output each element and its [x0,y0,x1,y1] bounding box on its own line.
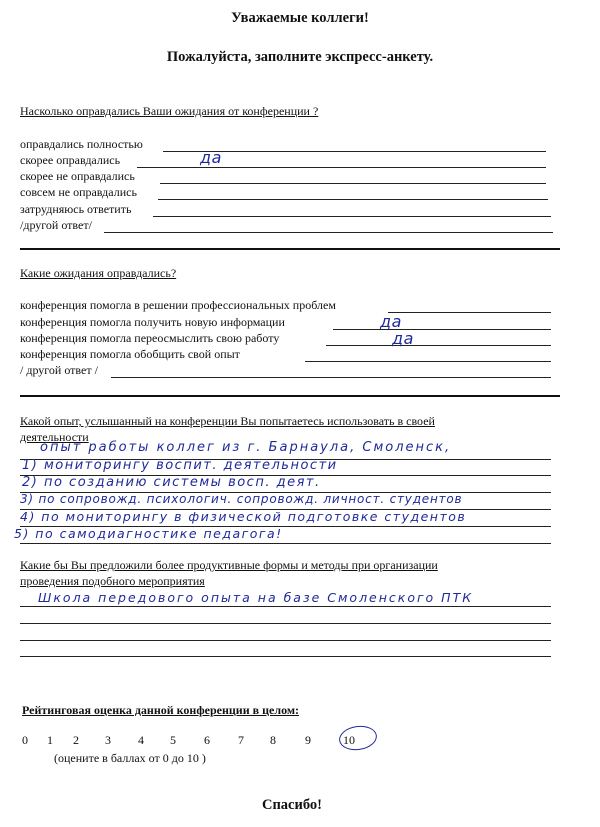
handwritten-answer: 2) по созданию системы восп. деят. [22,475,321,490]
answer-line[interactable] [305,361,551,362]
answer-line[interactable] [20,543,551,544]
answer-line[interactable] [20,656,551,657]
rating-option-10[interactable]: 10 [343,733,355,747]
q1-option[interactable]: затрудняюсь ответить [20,202,132,216]
selected-rating-circle [338,723,379,752]
q1-option[interactable]: скорее оправдались [20,153,121,167]
handwritten-answer: 5) по самодиагностике педагога! [14,526,283,541]
rating-option-1[interactable]: 1 [47,733,53,747]
section-divider [20,395,560,397]
handwritten-answer: да [200,148,222,167]
rating-option-8[interactable]: 8 [270,733,276,747]
rating-option-5[interactable]: 5 [170,733,176,747]
answer-line[interactable] [326,345,551,346]
rating-label: Рейтинговая оценка данной конференции в целом: [22,703,300,717]
q1-option[interactable]: скорее не оправдались [20,169,135,183]
answer-line[interactable] [20,640,551,641]
q2-option[interactable]: / другой ответ / [20,363,98,377]
rating-option-3[interactable]: 3 [105,733,111,747]
handwritten-answer: да [392,329,414,348]
answer-line[interactable] [160,183,546,184]
q1-option[interactable]: совсем не оправдались [20,185,137,199]
q1-option[interactable]: оправдались полностью [20,137,143,151]
q2-option[interactable]: конференция помогла переосмыслить свою работу [20,331,280,345]
handwritten-answer: 4) по мониторингу в физической подготовке студентов [20,509,467,524]
q4-question: Какие бы Вы предложили более продуктивные формы и методы при организации [20,558,438,572]
rating-option-6[interactable]: 6 [204,733,210,747]
answer-line[interactable] [111,377,551,378]
answer-line[interactable] [158,199,548,200]
rating-option-4[interactable]: 4 [138,733,144,747]
answer-line[interactable] [333,329,551,330]
handwritten-answer: да [380,312,402,331]
handwritten-answer: Школа передового опыта на базе Смоленского ПТК [38,590,474,605]
q3-question: Какой опыт, услышанный на конференции Вы попытаетесь использовать в своей [20,414,435,428]
q2-option[interactable]: конференция помогла получить новую информации [20,315,285,329]
q2-option[interactable]: конференция помогла в решении профессиональных проблем [20,298,336,312]
answer-line[interactable] [104,232,553,233]
handwritten-answer: опыт работы коллег из г. Барнаула, Смоленск, [40,440,452,455]
answer-line[interactable] [388,312,551,313]
handwritten-answer: 1) мониторингу воспит. деятельности [22,458,338,473]
q2-question: Какие ожидания оправдались? [20,266,177,280]
rating-option-9[interactable]: 9 [305,733,311,747]
q4-question-cont: проведения подобного мероприятия [20,574,205,588]
section-divider [20,248,560,250]
q1-question: Насколько оправдались Ваши ожидания от конференции ? [20,104,319,118]
survey-request: Пожалуйста, заполните экспресс-анкету. [166,49,434,65]
q1-option[interactable]: /другой ответ/ [20,218,92,232]
q3-question-cont: деятельности [20,430,89,444]
greeting-title: Уважаемые коллеги! [231,10,369,26]
rating-option-0[interactable]: 0 [22,733,28,747]
thanks-text: Спасибо! [261,797,322,813]
answer-line[interactable] [153,216,551,217]
answer-line[interactable] [20,606,551,607]
answer-line[interactable] [20,623,551,624]
rating-hint: (оцените в баллах от 0 до 10 ) [54,751,206,765]
answer-line[interactable] [137,167,546,168]
handwritten-answer: 3) по сопровожд. психологич. сопровожд. личност. студентов [20,492,463,506]
rating-option-7[interactable]: 7 [238,733,244,747]
q2-option[interactable]: конференция помогла обобщить свой опыт [20,347,240,361]
rating-option-2[interactable]: 2 [73,733,79,747]
